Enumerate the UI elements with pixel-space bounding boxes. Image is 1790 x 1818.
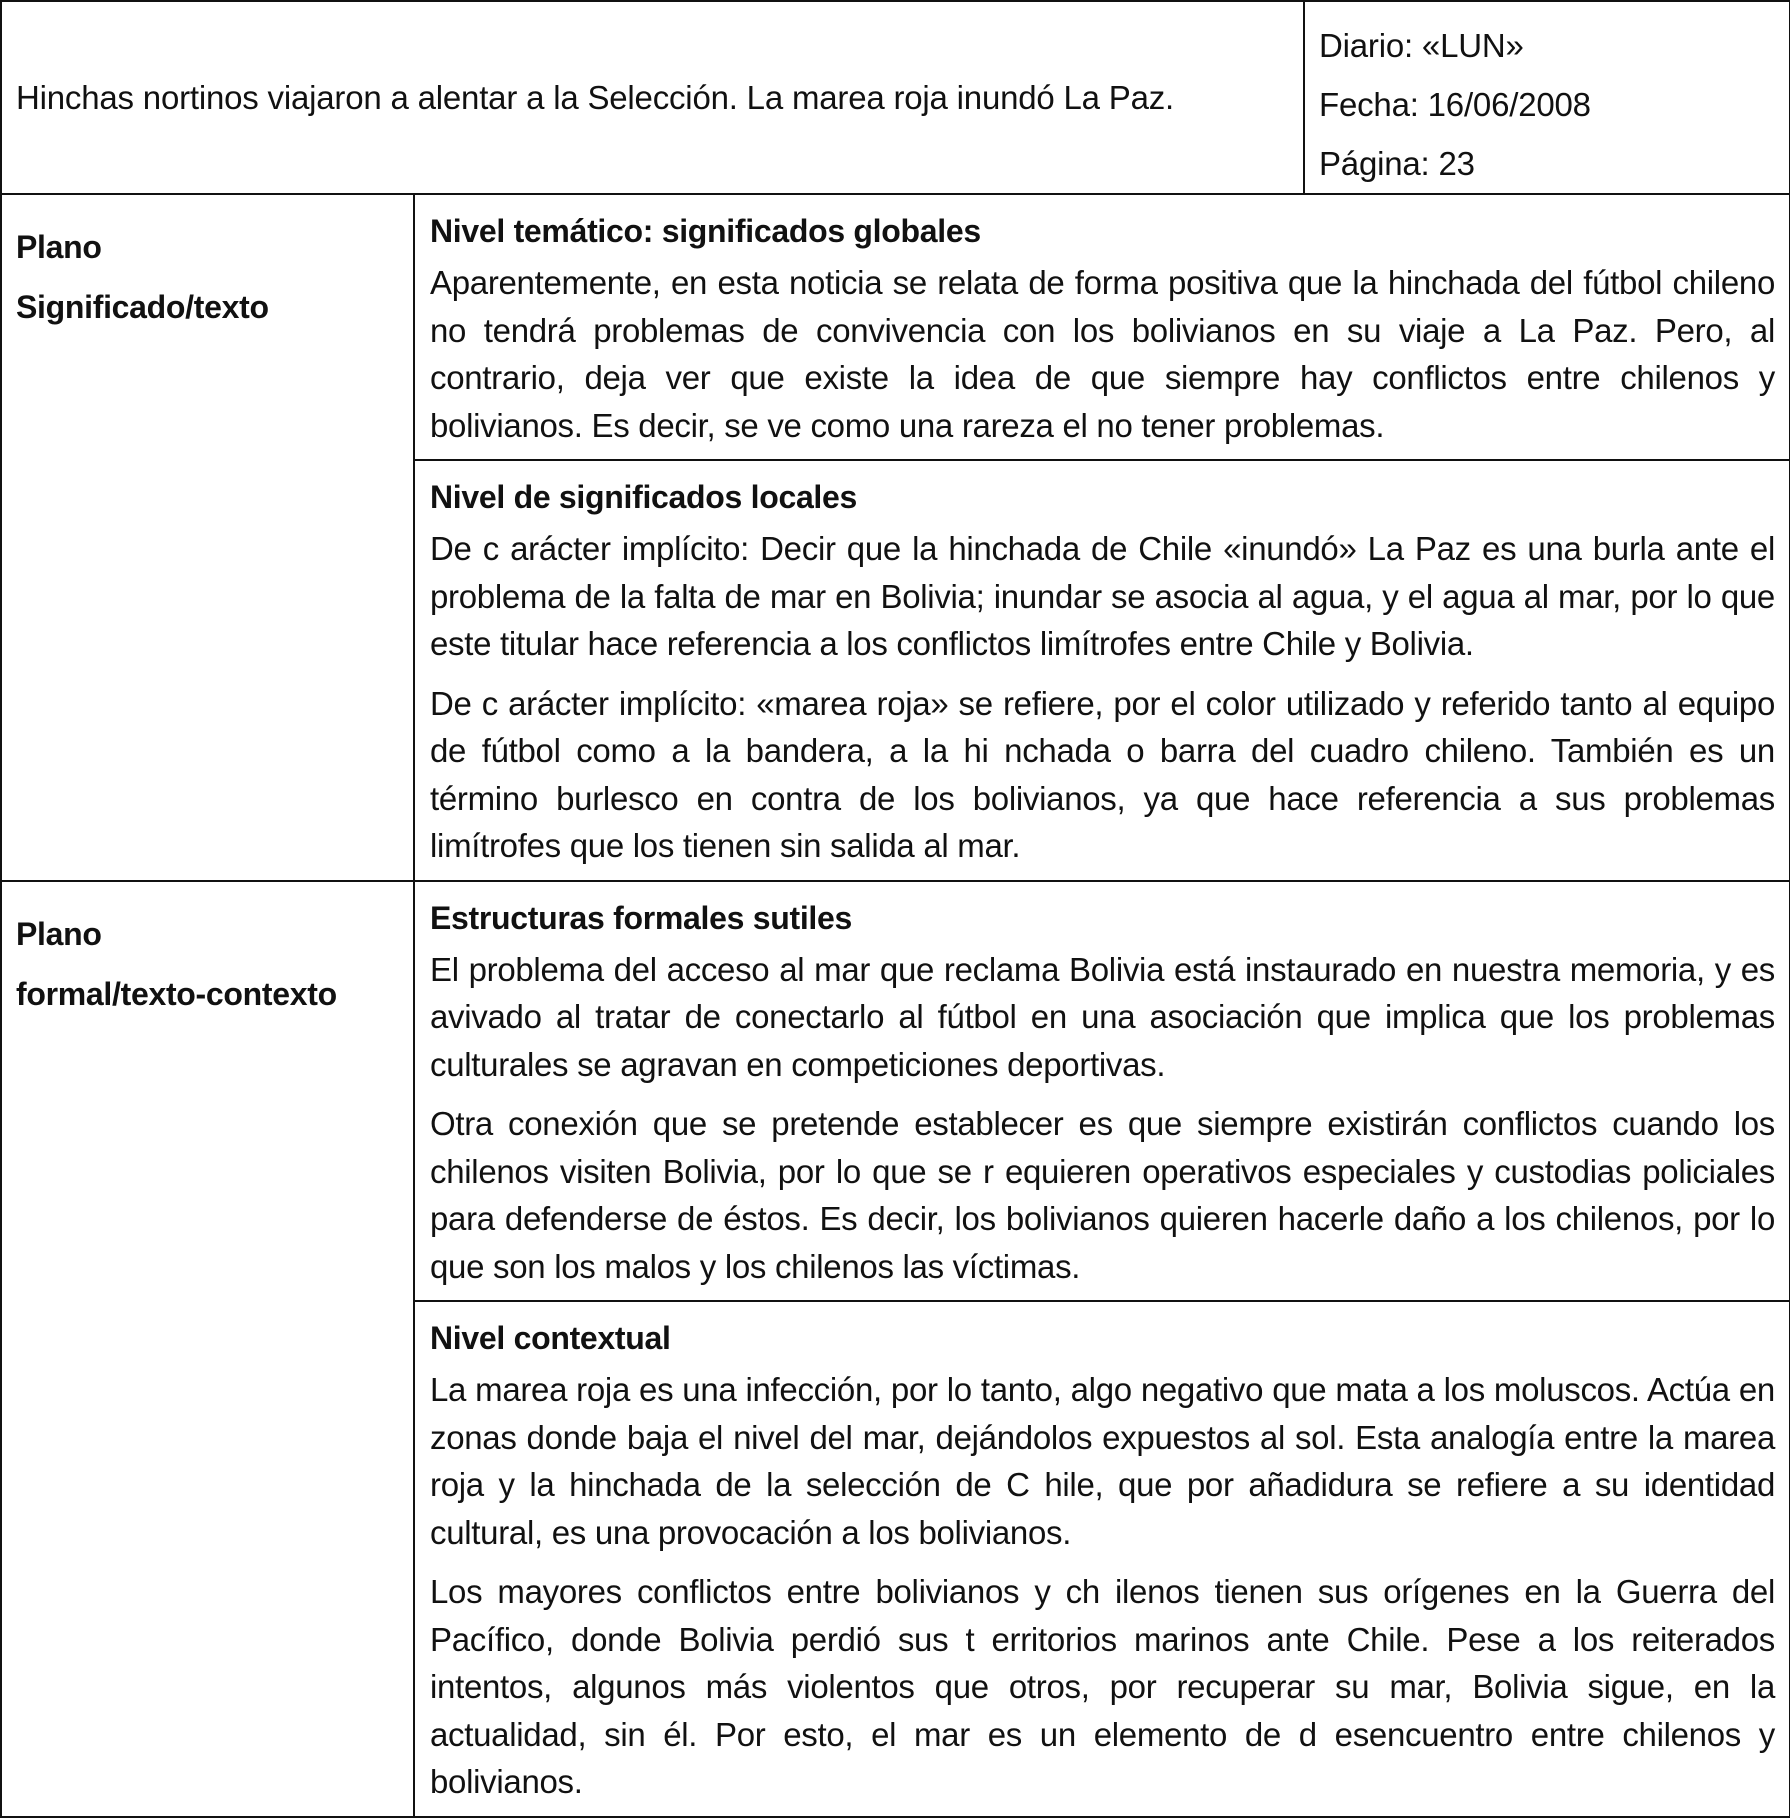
headline-text: Hinchas nortinos viajaron a alentar a la Selección. La marea roja inundó La Paz. xyxy=(16,78,1175,116)
section-paragraph: La marea roja es una infección, por lo tanto, algo negativo que mata a los moluscos. Actúa en zonas donde baja el nivel del mar, dejándolos expuestos al sol. Esta analogía entre la marea roja y la hinchada de la selección de C hile, que por añadidura se refiere a su identidad cultural, es una provocación a los bolivianos. xyxy=(430,1371,1775,1551)
headline-cell xyxy=(1,1,1304,194)
meta-cell xyxy=(1304,1,1790,194)
date-label: Fecha: 16/06/2008 xyxy=(1319,86,1591,123)
plano-content-cell xyxy=(414,881,1790,1817)
section-paragraph: Otra conexión que se pretende establecer es que siempre existirán conflictos cuando los chilenos visiten Bolivia, por lo que se r equieren operativos especiales y custodias policiales para defenderse de éstos. Es decir, los bolivianos quieren hacerle daño a los chilenos, por lo que son los malos y los chilenos las víctimas. xyxy=(430,1105,1775,1285)
section-nivel-tematico xyxy=(415,195,1789,459)
plano-sublabel: formal/texto-contexto xyxy=(16,975,337,1012)
header-row xyxy=(1,1,1790,194)
section-paragraph: Aparentemente, en esta noticia se relata de forma positiva que la hinchada del fútbol chileno no tendrá problemas de convivencia con los bolivianos en su viaje a La Paz. Pero, al contrario, deja ver que existe la idea de que siempre hay conflictos entre chilenos y bolivianos. Es decir, se ve como una rareza el no tener problemas. xyxy=(430,264,1775,444)
section-paragraph: De c arácter implícito: «marea roja» se refiere, por el color utilizado y referido tanto al equipo de fútbol como a la bandera, a la hi nchada o barra del cuadro chileno. También es un término burlesco en contra de los bolivianos, ya que hace referencia a sus problemas limítrofes que los tienen sin salida al mar. xyxy=(430,684,1775,864)
section-title: Nivel de significados locales xyxy=(430,479,858,515)
page-label: Página: 23 xyxy=(1319,145,1475,182)
plano-label-cell xyxy=(1,881,414,1817)
section-nivel-contextual xyxy=(415,1300,1789,1816)
plano-label: Plano xyxy=(16,229,102,265)
section-significados-locales xyxy=(415,459,1789,880)
section-title: Nivel temático: significados globales xyxy=(430,213,981,249)
section-paragraph: Los mayores conflictos entre bolivianos y ch ilenos tienen sus orígenes en la Guerra del Pacífico, donde Bolivia perdió sus t erritorios marinos ante Chile. Pese a los reiterados intentos, algunos más violentos que otros, por recuperar su mar, Bolivia sigue, en la actualidad, sin él. Por esto, el mar es un elemento de d esencuentro entre chilenos y bolivianos. xyxy=(430,1573,1775,1800)
newspaper-label: Diario: «LUN» xyxy=(1319,27,1524,64)
row-plano-formal xyxy=(1,881,1790,1817)
section-title: Estructuras formales sutiles xyxy=(430,899,852,936)
plano-sublabel: Significado/texto xyxy=(16,289,269,325)
section-paragraph: El problema del acceso al mar que reclama Bolivia está instaurado en nuestra memoria, y es avivado al tratar de conectarlo al fútbol en una asociación que implica que los problemas culturales se agravan en competiciones deportivas. xyxy=(430,950,1775,1083)
section-paragraph: De c arácter implícito: Decir que la hinchada de Chile «inundó» La Paz es una burla ante el problema de la falta de mar en Bolivia; inundar se asocia al agua, y el agua al mar, por lo que este titular hace referencia a los conflictos limítrofes entre Chile y Bolivia. xyxy=(430,530,1775,662)
section-title: Nivel contextual xyxy=(430,1320,671,1356)
plano-label-cell xyxy=(1,194,414,881)
section-estructuras-formales xyxy=(415,882,1789,1301)
row-plano-significado xyxy=(1,194,1790,881)
plano-content-cell xyxy=(414,194,1790,881)
plano-label: Plano xyxy=(16,915,102,952)
